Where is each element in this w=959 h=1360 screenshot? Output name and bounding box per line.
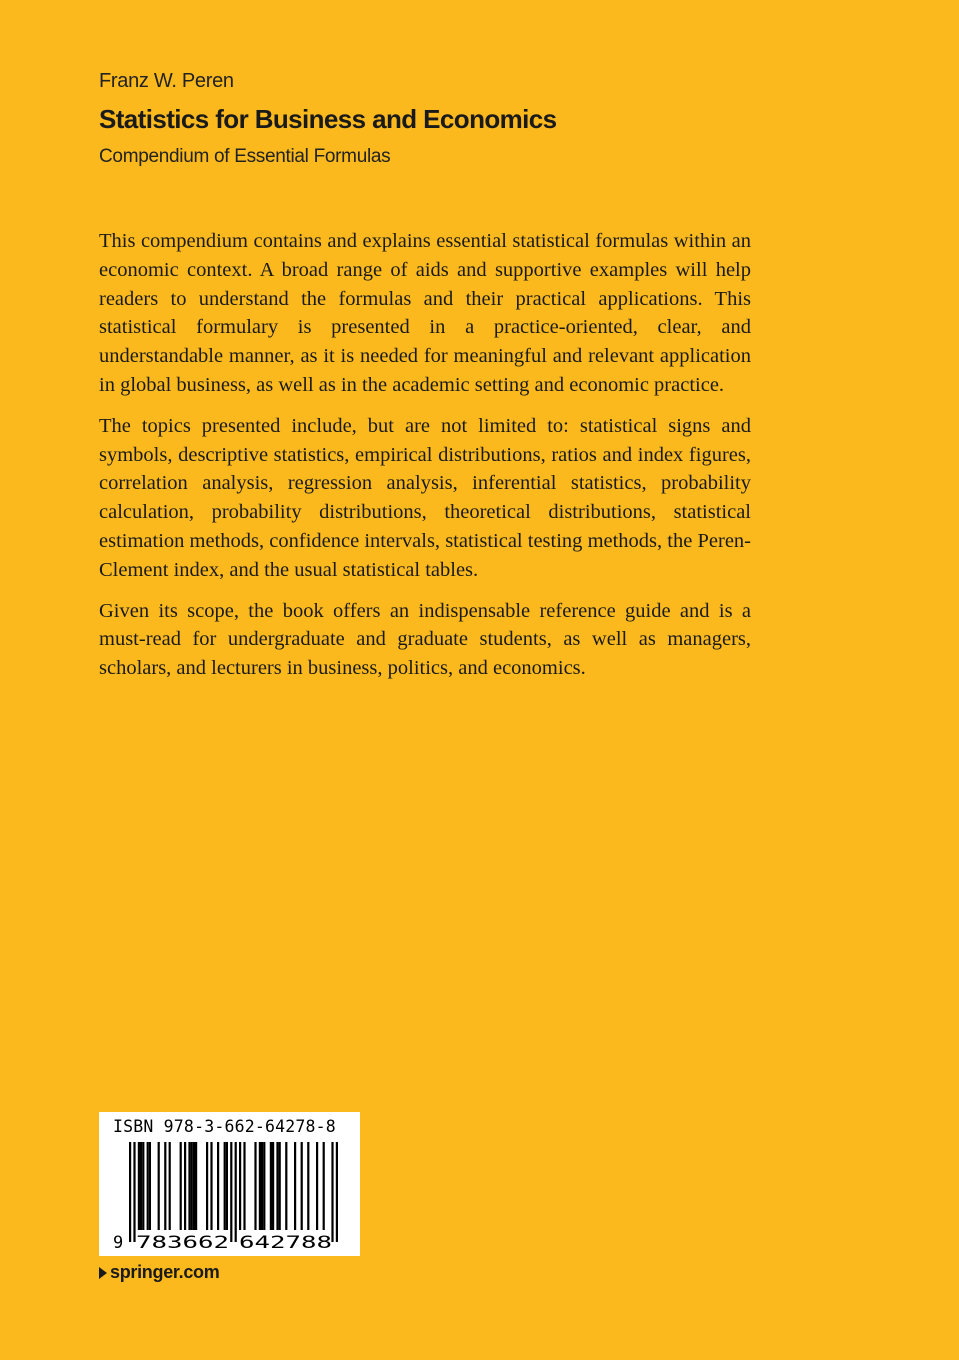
barcode-bar <box>191 1142 193 1230</box>
barcode-bar <box>224 1142 226 1230</box>
barcode-bar <box>323 1142 325 1230</box>
barcode-right-digits: 642788 <box>239 1233 332 1253</box>
barcode-bar <box>331 1142 333 1242</box>
barcode-bar <box>206 1142 208 1230</box>
barcode-bar <box>188 1142 190 1230</box>
barcode-bar <box>195 1142 197 1230</box>
blurb-paragraph-2: The topics presented include, but are not limited to: statistical signs and symbols, descriptive statistics, empirical distributions, ratios and index figures, correlation analysis, regression analysis, inferential statistics, probability calculation, probability distributions, theoretical distributions, statistical estimation methods, confidence intervals, statistical testing methods, the Peren-Clement index, and the usual statistical tables. <box>99 414 751 581</box>
barcode-bar <box>133 1142 135 1242</box>
barcode-bar <box>261 1142 263 1230</box>
author-name: Franz W. Peren <box>99 70 234 92</box>
barcode-bar <box>285 1142 287 1230</box>
barcode-bar <box>217 1142 219 1230</box>
barcode-bar <box>180 1142 182 1230</box>
barcode-bar <box>164 1142 166 1230</box>
barcode-bar <box>272 1142 274 1230</box>
blurb-paragraph-1: This compendium contains and explains essential statistical formulas within an economic context. A broad range of aids and supportive examples will help readers to understand the formulas and their practical applications. This statistical formulary is presented in a practice-oriented, clear, and understandable manner, as it is needed for meaningful and relevant application in global business, as well as in the academic setting and economic practice. <box>99 230 751 396</box>
arrow-right-icon <box>99 1267 107 1279</box>
barcode-bar <box>263 1142 265 1230</box>
barcode-bar <box>169 1142 171 1230</box>
publisher-link[interactable] <box>99 1262 219 1283</box>
barcode-bar <box>270 1142 272 1230</box>
barcode-bar <box>301 1142 303 1230</box>
publisher-link-label: springer.com <box>110 1262 220 1282</box>
book-subtitle: Compendium of Essential Formulas <box>99 146 391 167</box>
barcode-bar <box>259 1142 261 1230</box>
barcode-bar <box>142 1142 144 1230</box>
barcode-bar <box>279 1142 281 1230</box>
barcode-bar <box>243 1142 245 1230</box>
book-title: Statistics for Business and Economics <box>99 104 557 134</box>
barcode-bar <box>158 1142 160 1230</box>
blurb-paragraph-3: Given its scope, the book offers an indispensable reference guide and is a must-read for undergraduate and graduate students, as well as managers, scholars, and lecturers in business, politics, and economics. <box>99 599 751 680</box>
barcode-bar <box>307 1142 309 1230</box>
barcode-bar <box>336 1142 338 1242</box>
barcode-bar <box>129 1142 131 1242</box>
barcode-bar <box>210 1142 212 1230</box>
barcode-bar <box>276 1142 278 1230</box>
barcode-bar <box>316 1142 318 1230</box>
barcode-bar <box>138 1142 140 1230</box>
barcode-bar <box>149 1142 151 1230</box>
barcode-bar <box>294 1142 296 1230</box>
barcode-box <box>99 1112 360 1256</box>
barcode-bar <box>254 1142 256 1230</box>
barcode-left-digits: 783662 <box>136 1233 229 1253</box>
isbn-label: ISBN 978-3-662-64278-8 <box>113 1117 336 1136</box>
barcode-bar <box>184 1142 186 1230</box>
barcode-bar <box>230 1142 232 1242</box>
blurb <box>99 227 751 695</box>
barcode-lead-digit: 9 <box>113 1233 124 1253</box>
barcode-bar <box>239 1142 241 1230</box>
barcode-bar <box>193 1142 195 1230</box>
barcode-bar <box>140 1142 142 1230</box>
barcode-bar <box>147 1142 149 1230</box>
barcode-bar <box>235 1142 237 1242</box>
barcode-bar <box>226 1142 228 1230</box>
